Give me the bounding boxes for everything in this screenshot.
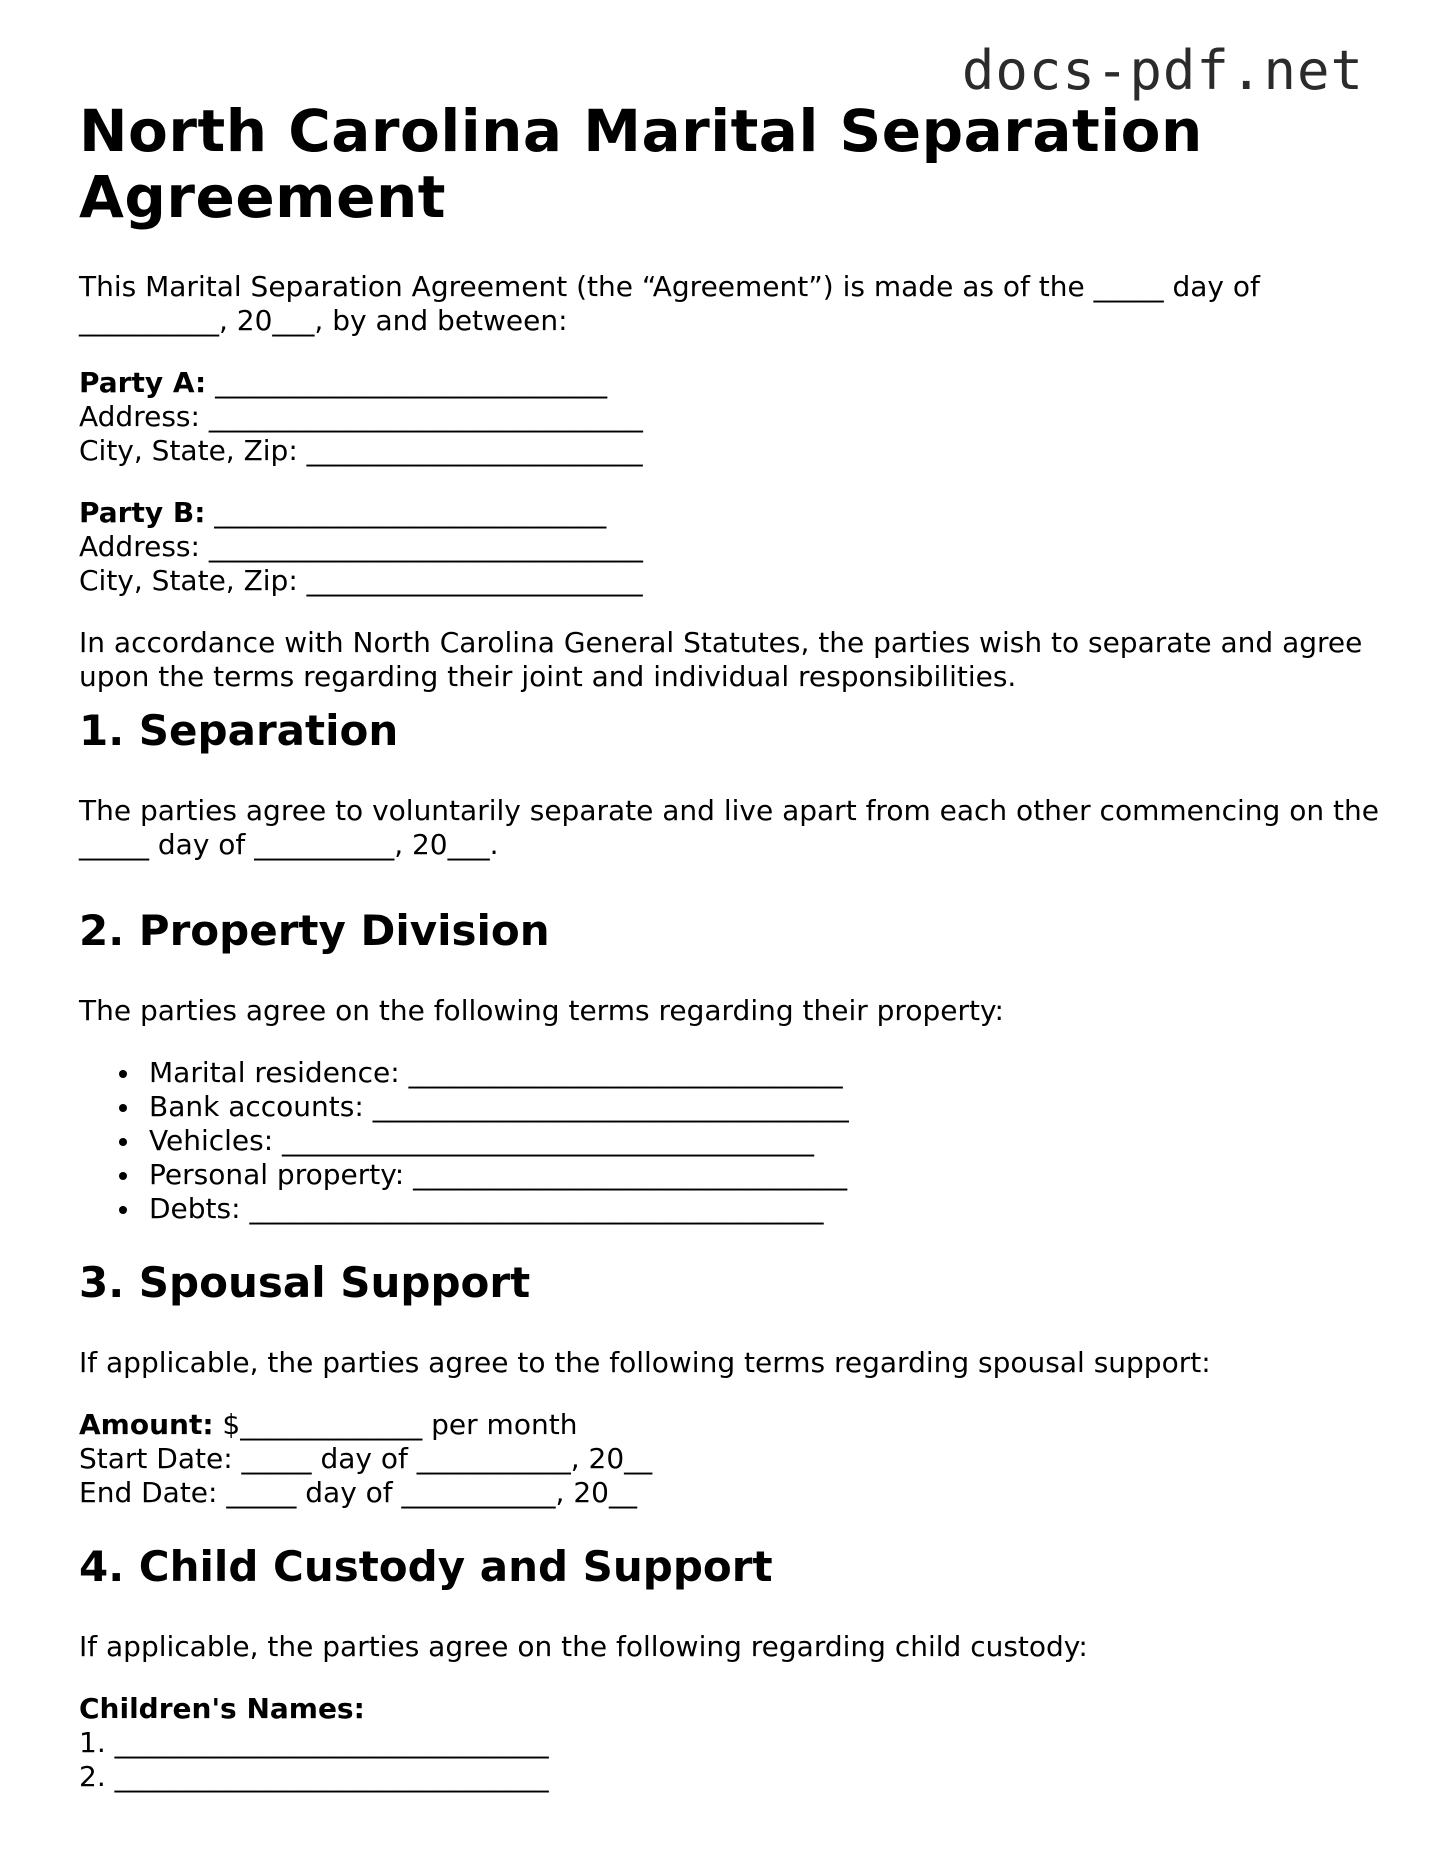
party-b-name-blank[interactable]: ____________________________ [205,496,607,529]
document-body [79,270,1379,1794]
intro-paragraph: This Marital Separation Agreement (the “Agreement”) is made as of the _____ day of __________, 20___, by and between: [79,270,1260,337]
section-heading-property: 2. Property Division [79,906,550,955]
party-a-label: Party A: [79,366,207,399]
statute-paragraph: In accordance with North Carolina General Statutes, the parties wish to separate and agree upon the terms regarding their joint and individual responsibilities. [79,626,1363,693]
section-heading-child-custody: 4. Child Custody and Support [79,1542,773,1591]
list-item[interactable]: Personal property: _______________________________ [149,1158,1379,1192]
spousal-paragraph: If applicable, the parties agree to the following terms regarding spousal support: [79,1346,1211,1379]
amount-blank[interactable]: $_____________ per month [213,1408,578,1441]
watermark: docs-pdf.net [961,39,1364,102]
children-names-label: Children's Names: [79,1692,365,1725]
spousal-fields [79,1408,1379,1510]
list-item[interactable]: Bank accounts: __________________________________ [149,1090,1379,1124]
separation-paragraph: The parties agree to voluntarily separate and live apart from each other commencing on the _____ day of __________, 20___. [79,794,1379,861]
party-b-city-state-zip[interactable]: City, State, Zip: ________________________ [79,564,643,597]
amount-line [79,1408,1379,1442]
list-item[interactable]: Marital residence: _______________________________ [149,1056,1379,1090]
page-title: North Carolina Marital Separation Agreement [79,97,1203,231]
party-a-address[interactable]: Address: _______________________________ [79,400,643,433]
party-a-name-line [79,366,1379,400]
amount-label: Amount: [79,1408,214,1441]
property-paragraph: The parties agree on the following terms regarding their property: [79,994,1004,1027]
section-heading-spousal-support: 3. Spousal Support [79,1258,531,1307]
child-name-line[interactable]: 1. _______________________________ [79,1726,549,1759]
party-b-block [79,496,1379,598]
start-date-line[interactable]: Start Date: _____ day of ___________, 20__ [79,1442,653,1475]
end-date-line[interactable]: End Date: _____ day of ___________, 20__ [79,1476,637,1509]
children-names [79,1692,1379,1794]
party-a-city-state-zip[interactable]: City, State, Zip: ________________________ [79,434,643,467]
child-custody-paragraph: If applicable, the parties agree on the following regarding child custody: [79,1630,1088,1663]
list-item[interactable]: Vehicles: ______________________________________ [149,1124,1379,1158]
property-list [79,1056,1379,1226]
list-item[interactable]: Debts: _________________________________________ [149,1192,1379,1226]
party-a-name-blank[interactable]: ____________________________ [206,366,608,399]
party-b-address[interactable]: Address: _______________________________ [79,530,643,563]
party-b-name-line [79,496,1379,530]
section-heading-separation: 1. Separation [79,706,399,755]
party-a-block [79,366,1379,468]
party-b-label: Party B: [79,496,206,529]
child-name-line[interactable]: 2. _______________________________ [79,1760,549,1793]
